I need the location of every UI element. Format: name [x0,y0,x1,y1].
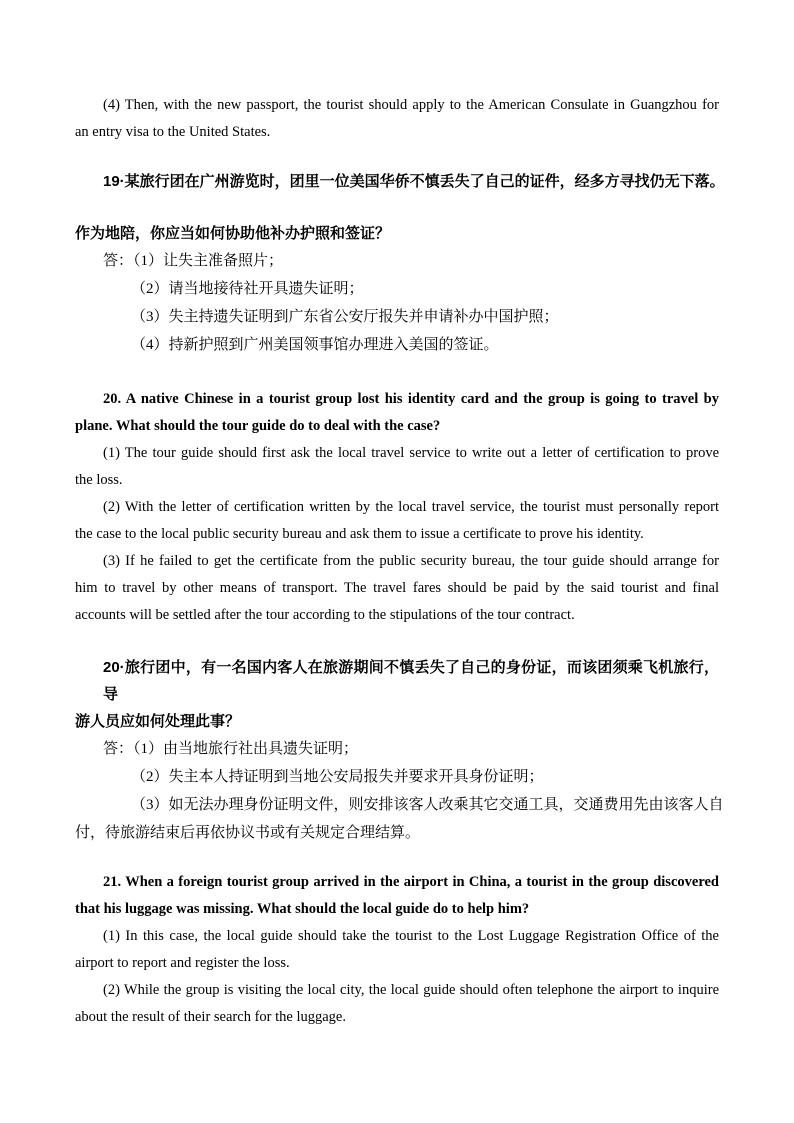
answer-line: (2) With the letter of certification written by the local travel service, the tourist must personally report [103,499,719,515]
answer-line: (1) In this case, the local guide should take the tourist to the Lost Luggage Registration Office of the [103,928,719,944]
question-heading-line: 游人员应如何处理此事？ [75,713,241,730]
answer-line: （3）如无法办理身份证明文件，则安排该客人改乘其它交通工具，交通费用先由该客人自 [131,797,724,813]
answer-line: 答：（1）由当地旅行社出具遗失证明； [103,741,359,757]
answer-line: him to travel by other means of transport. The travel fares should be paid by the said tourist and final [75,580,719,596]
answer-line: （2）请当地接待社开具遗失证明； [131,281,364,297]
question-heading-line: 19·某旅行团在广州游览时，团里一位美国华侨不慎丢失了自己的证件，经多方寻找仍无下落。 [103,173,725,190]
answer-line: 付，待旅游结束后再依协议书或有关规定合理结算。 [75,825,421,841]
item-20-answer-cn [75,735,724,847]
question-heading-line: 作为地陪，你应当如何协助他补办护照和签证？ [75,225,391,242]
answer-line: accounts will be settled after the tour according to the stipulations of the tour contract. [75,607,575,623]
item-19-answer [75,247,719,359]
item-20-answer-en [75,440,719,629]
answer-line: 答：（1）让失主准备照片； [103,253,284,269]
question-heading-line: plane. What should the tour guide do to deal with the case? [75,418,441,434]
item-21-answer-en [75,923,719,1031]
answer-line: about the result of their search for the luggage. [75,1009,346,1025]
item-21-question-en [75,869,719,923]
answer-line: airport to report and register the loss. [75,955,290,971]
question-heading-line: 20. A native Chinese in a tourist group lost his identity card and the group is going to travel by [103,391,719,407]
text-line: an entry visa to the United States. [75,124,271,140]
item-20-question-en [75,386,719,440]
answer-line: the loss. [75,472,123,488]
answer-line: (2) While the group is visiting the local city, the local guide should often telephone the airport to inquire [103,982,719,998]
answer-line: (3) If he failed to get the certificate from the public security bureau, the tour guide should arrange for [103,553,719,569]
question-heading-line: 导 [103,686,119,703]
question-heading-line: 20·旅行团中，有一名国内客人在旅游期间不慎丢失了自己的身份证，而该团须乘飞机旅行， [103,659,719,676]
item-18-answer-continuation [75,92,719,146]
answer-line: （4）持新护照到广州美国领事馆办理进入美国的签证。 [131,337,499,353]
question-heading-line: that his luggage was missing. What should the local guide do to help him? [75,901,530,917]
question-heading-line: 21. When a foreign tourist group arrived in the airport in China, a tourist in the group discovered [103,874,719,890]
item-19-question [75,168,725,247]
item-20-question-cn [75,654,719,735]
answer-line: the case to the local public security bureau and ask them to issue a certificate to prove his identity. [75,526,644,542]
answer-line: （2）失主本人持证明到当地公安局报失并要求开具身份证明； [131,769,544,785]
answer-line: （3）失主持遗失证明到广东省公安厅报失并申请补办中国护照； [131,309,559,325]
answer-line: (1) The tour guide should first ask the local travel service to write out a letter of certification to prove [103,445,719,461]
text-line: (4) Then, with the new passport, the tourist should apply to the American Consulate in Guangzhou for [103,97,719,113]
